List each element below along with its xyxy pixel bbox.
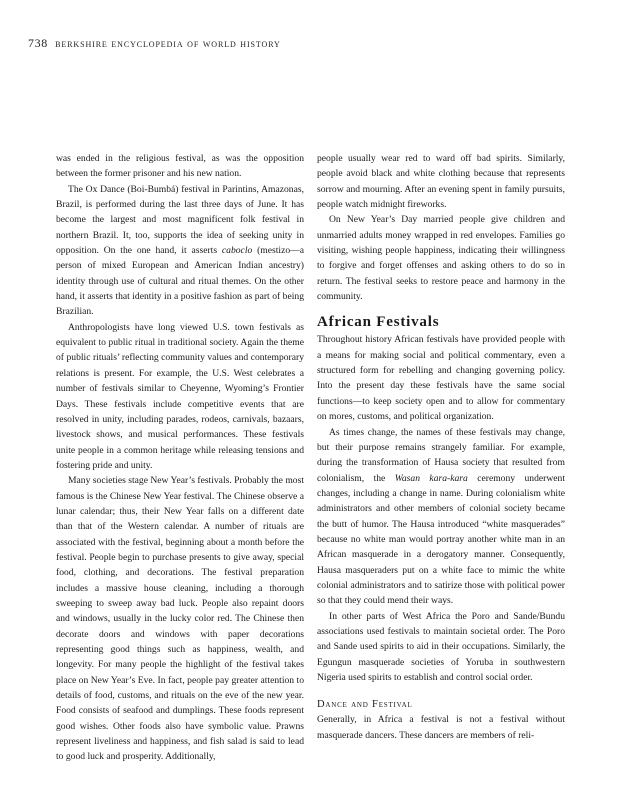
- paragraph: In other parts of West Africa the Poro and Sande/Bundu associations used festivals to maintain societal order. The Poro and Sande used spirits to aid in their occupations. Similarly, the Egungun masquerade societies of Yoruba in southwestern Nigeria used spirits to establish and control social order.: [317, 610, 565, 683]
- italic-term: caboclo: [221, 245, 253, 257]
- paragraph: On New Year’s Day married people give children and unmarried adults money wrapped in red envelopes. Families go visiting, wishing people happiness, indicating their willingness to forgive and forget offenses and asking others to do so in return. The festival seeks to restore peace and harmony in the community.: [317, 214, 565, 303]
- paragraph-ox-dance: [56, 182, 304, 320]
- paragraph-text: The Ox Dance (Boi-Bumbá) festival in Parintins, Amazonas, Brazil, is performed during the last three days of June. It has become the largest and most magnificent folk festival in northern Brazil. It, too, supports the idea of seeking unity in opposition. On the one hand, it asserts: [56, 183, 304, 257]
- page-number: 738: [28, 36, 48, 50]
- left-column: [56, 151, 304, 765]
- right-column: [317, 151, 565, 743]
- paragraph-hausa: [317, 425, 565, 609]
- subsection-heading: Dance and Festival: [317, 699, 413, 711]
- paragraph: Generally, in Africa a festival is not a festival without masquerade dancers. These dancers are members of reli-: [317, 714, 565, 741]
- paragraph-text: ceremony underwent changes, including a change in name. During colonialism white administrators and other members of colonial society became the butt of humor. The Hausa introduced “white masquerades” because no white man would portray another white man in an African masquerade in a derogatory manner. Consequently, Hausa masqueraders put on a white face to mimic the white colonial administrators and to satirize those with political power so that they could mend their ways.: [317, 472, 565, 607]
- running-head: [28, 36, 281, 51]
- paragraph: Throughout history African festivals have provided people with a means for making social and political commentary, even a structured form for rebelling and changing governing policy. Into the present day these festivals have the same social functions—to keep society open and to allow for commentary on mores, customs, and political organization.: [317, 334, 565, 423]
- paragraph: people usually wear red to ward off bad spirits. Similarly, people avoid black and white clothing because that represents sorrow and mourning. After an evening spent in family pursuits, people watch midnight fireworks.: [317, 153, 565, 211]
- paragraph: Many societies stage New Year’s festivals. Probably the most famous is the Chinese New Year festival. The Chinese observe a lunar calendar; thus, their New Year falls on a different date than that of the Western calendar. A number of rituals are associated with the festival, beginning about a month before the festival. People begin to purchase presents to give away, special food, clothing, and decorations. The festival preparation includes a massive house cleaning, including a thorough sweeping to sweep away bad luck. People also repaint doors and windows, usually in the lucky color red. The Chinese then decorate doors and windows with paper decorations representing good things such as happiness, wealth, and longevity. For many people the highlight of the festival takes place on New Year’s Eve. In fact, people pay greater attention to details of food, customs, and rituals on the eve of the new year. Food consists of seafood and dumplings. These foods represent good wishes. Other foods also have symbolic value. Prawns represent liveliness and happiness, and fish salad is said to lead to good luck and prosperity. Additionally,: [56, 475, 304, 763]
- book-title: berkshire encyclopedia of world history: [55, 38, 281, 50]
- section-heading: African Festivals: [317, 314, 440, 331]
- paragraph: was ended in the religious festival, as was the opposition between the former prisoner and his new nation.: [56, 153, 304, 180]
- paragraph-text: As times change, the names of these festivals may change, but their purpose remains strangely familiar. For example, during the transformation of Hausa society that resulted from colonialism, the: [317, 426, 565, 484]
- paragraph-text: (mestizo—a person of mixed European and American Indian ancestry) identity through use of cultural and ritual themes. On the other hand, it asserts that identity in a positive fashion as part of being Brazilian.: [56, 245, 304, 318]
- italic-term: Wasan kara-kara: [394, 472, 468, 484]
- paragraph: Anthropologists have long viewed U.S. town festivals as equivalent to public ritual in traditional society. Again the theme of public rituals’ reflecting community values and contemporary relations is present. For example, the U.S. West celebrates a number of festivals similar to Cheyenne, Wyoming’s Frontier Days. These festivals include competitive events that are resolved in unity, including parades, rodeos, carnivals, bazaars, livestock shows, and musical performances. These festivals unite people in a common heritage while releasing tensions and fostering pride and unity.: [56, 321, 304, 471]
